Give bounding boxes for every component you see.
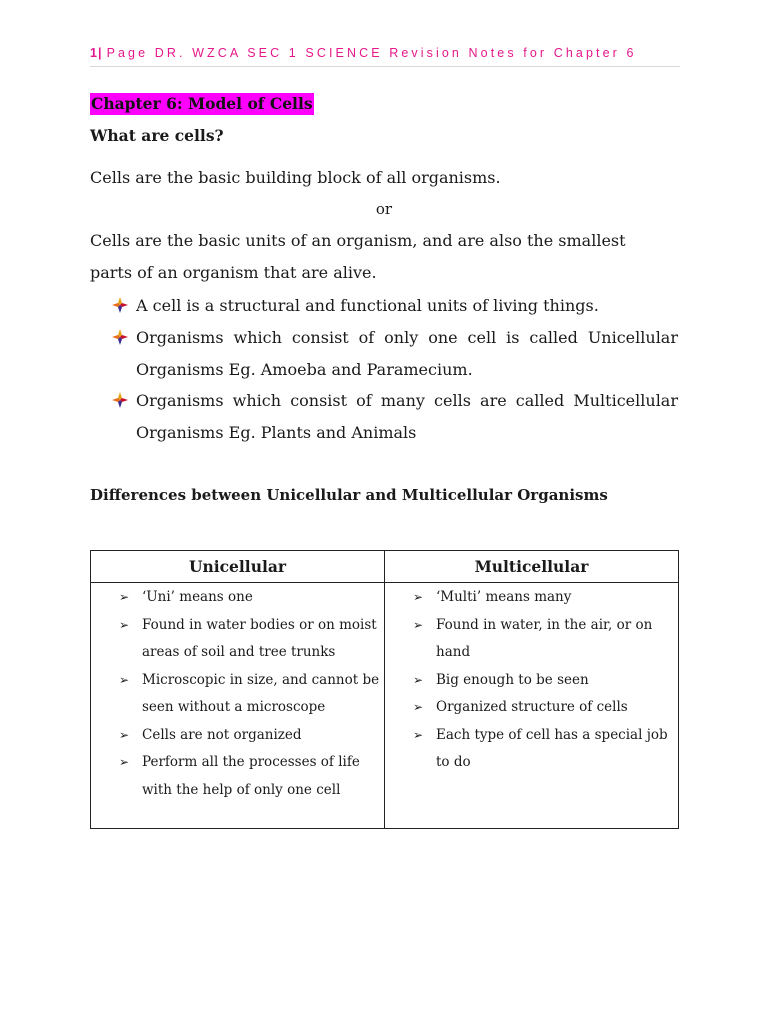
unicellular-cell	[91, 583, 385, 829]
multicellular-list	[385, 583, 678, 777]
four-point-star-icon	[112, 297, 128, 313]
list-item: ➢ ‘Uni’ means one	[115, 584, 384, 612]
arrow-bullet-icon: ➢	[119, 590, 130, 604]
arrow-bullet-icon: ➢	[119, 727, 130, 742]
bullet-text: Organisms which consist of many cells are called Multicellular Organisms Eg. Plants and Animals	[136, 391, 678, 442]
or-separator: or	[375, 200, 393, 218]
bullet-item	[112, 290, 678, 322]
list-item: ➢ Found in water, in the air, or on hand	[409, 612, 678, 667]
header-divider	[90, 66, 680, 67]
arrow-bullet-icon: ➢	[119, 672, 130, 687]
differences-table	[90, 550, 679, 829]
definition-2-line-1: Cells are the basic units of an organism, and are also the smallest	[90, 231, 626, 250]
bullet-item	[112, 322, 678, 386]
list-item: ➢ Big enough to be seen	[409, 667, 678, 695]
list-item: ➢ Found in water bodies or on moist areas of soil and tree trunks	[115, 612, 384, 667]
arrow-bullet-icon: ➢	[119, 617, 130, 632]
arrow-bullet-icon: ➢	[413, 617, 424, 632]
chapter-title: Chapter 6: Model of Cells	[91, 94, 313, 113]
list-item: ➢ ‘Multi’ means many	[409, 584, 678, 612]
list-item: ➢ Each type of cell has a special job to do	[409, 722, 678, 777]
arrow-bullet-icon: ➢	[413, 700, 424, 714]
section-heading-what-are-cells: What are cells?	[90, 126, 224, 145]
page-number: 1	[90, 46, 98, 60]
arrow-bullet-icon: ➢	[119, 755, 130, 769]
bullet-item	[112, 385, 678, 449]
unicellular-list	[91, 583, 384, 804]
bullet-text: Organisms which consist of only one cell is called Unicellular Organisms Eg. Amoeba and Paramecium.	[136, 328, 678, 379]
list-item: ➢ Microscopic in size, and cannot be seen without a microscope	[115, 667, 384, 722]
page-header	[90, 46, 680, 60]
header-separator: |	[97, 46, 105, 60]
list-item: ➢ Organized structure of cells	[409, 694, 678, 722]
four-point-star-icon	[112, 329, 128, 345]
differences-heading: Differences between Unicellular and Multicellular Organisms	[90, 486, 608, 504]
definition-2-line-2: parts of an organism that are alive.	[90, 263, 377, 282]
bullet-text: A cell is a structural and functional units of living things.	[136, 296, 599, 315]
definition-1: Cells are the basic building block of all organisms.	[90, 168, 501, 187]
arrow-bullet-icon: ➢	[413, 727, 424, 742]
multicellular-cell	[385, 583, 679, 829]
four-point-star-icon	[112, 392, 128, 408]
column-header-multicellular: Multicellular	[385, 551, 679, 583]
arrow-bullet-icon: ➢	[413, 672, 424, 687]
column-header-unicellular: Unicellular	[91, 551, 385, 583]
list-item: ➢ Perform all the processes of life with the help of only one cell	[115, 749, 384, 804]
arrow-bullet-icon: ➢	[413, 590, 424, 604]
header-text: Page DR. WZCA SEC 1 SCIENCE Revision Notes for Chapter 6	[106, 46, 637, 60]
list-item: ➢ Cells are not organized	[115, 722, 384, 750]
